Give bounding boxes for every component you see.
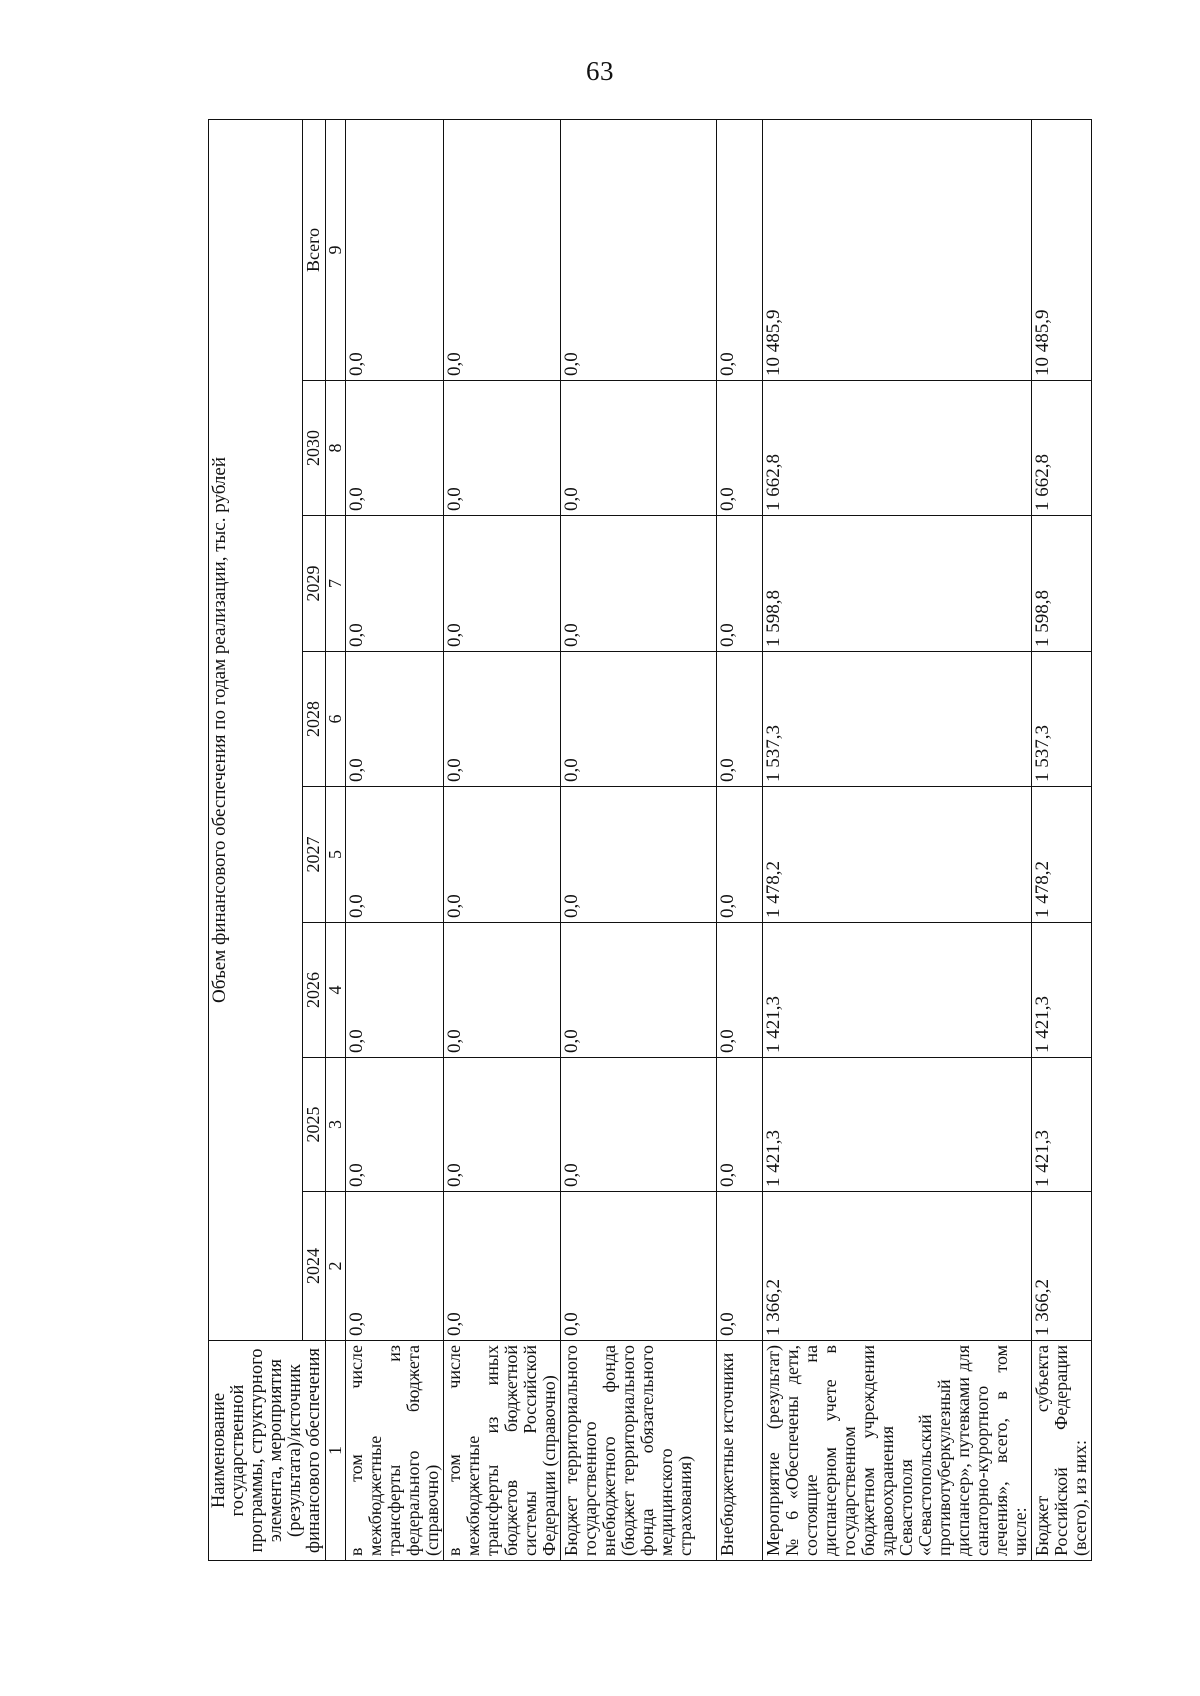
value-cell: 0,0 — [444, 381, 561, 516]
table-row — [444, 119, 561, 1560]
value-cell: 0,0 — [444, 923, 561, 1058]
table-row — [763, 119, 1032, 1560]
column-number: 5 — [326, 787, 346, 923]
value-cell: 0,0 — [346, 381, 444, 516]
column-number: 9 — [326, 119, 346, 380]
value-cell: 0,0 — [346, 119, 444, 380]
value-cell: 0,0 — [717, 652, 763, 787]
financing-table-rotated — [208, 120, 1090, 1561]
value-cell: 10 485,9 — [763, 119, 1032, 380]
value-cell: 0,0 — [444, 652, 561, 787]
column-number: 3 — [326, 1058, 346, 1192]
value-cell: 0,0 — [561, 652, 717, 787]
value-cell: 0,0 — [561, 1192, 717, 1341]
value-cell: 0,0 — [717, 923, 763, 1058]
header-year: 2026 — [302, 923, 325, 1058]
header-year: 2028 — [302, 652, 325, 787]
header-total: Всего — [302, 119, 325, 380]
value-cell: 0,0 — [717, 787, 763, 923]
value-cell: 1 662,8 — [1032, 381, 1092, 516]
table-row — [717, 119, 763, 1560]
value-cell: 0,0 — [444, 787, 561, 923]
value-cell: 0,0 — [346, 1192, 444, 1341]
row-name: Внебюджетные источники — [717, 1341, 763, 1561]
table-row — [1032, 119, 1092, 1560]
value-cell: 0,0 — [561, 119, 717, 380]
column-number: 8 — [326, 381, 346, 516]
value-cell: 1 537,3 — [1032, 652, 1092, 787]
header-year: 2030 — [302, 381, 325, 516]
value-cell: 0,0 — [444, 1192, 561, 1341]
value-cell: 1 421,3 — [763, 923, 1032, 1058]
column-number: 1 — [326, 1341, 346, 1561]
value-cell: 0,0 — [717, 119, 763, 380]
value-cell: 0,0 — [717, 1058, 763, 1192]
row-name: Бюджет территориального государственного внебюджетного фонда (бюджет территориального фонда обязательного медицинского страхования) — [561, 1341, 717, 1561]
value-cell: 1 421,3 — [1032, 1058, 1092, 1192]
value-cell: 0,0 — [346, 787, 444, 923]
value-cell: 1 366,2 — [763, 1192, 1032, 1341]
value-cell: 1 366,2 — [1032, 1192, 1092, 1341]
row-name: в том числе межбюджетные трансферты из федерального бюджета (справочно) — [346, 1341, 444, 1561]
header-year: 2027 — [302, 787, 325, 923]
value-cell: 0,0 — [561, 381, 717, 516]
value-cell: 10 485,9 — [1032, 119, 1092, 380]
value-cell: 0,0 — [444, 1058, 561, 1192]
row-name: Бюджет субъекта Российской Федерации (всего), из них: — [1032, 1341, 1092, 1561]
value-cell: 0,0 — [561, 923, 717, 1058]
financing-table — [208, 119, 1092, 1561]
value-cell: 0,0 — [561, 516, 717, 652]
column-number: 7 — [326, 516, 346, 652]
value-cell: 0,0 — [717, 1192, 763, 1341]
value-cell: 0,0 — [346, 652, 444, 787]
value-cell: 1 598,8 — [763, 516, 1032, 652]
column-number: 2 — [326, 1192, 346, 1341]
header-year: 2025 — [302, 1058, 325, 1192]
value-cell: 0,0 — [346, 923, 444, 1058]
value-cell: 1 537,3 — [763, 652, 1032, 787]
value-cell: 0,0 — [717, 516, 763, 652]
header-year: 2024 — [302, 1192, 325, 1341]
table-row — [346, 119, 444, 1560]
value-cell: 1 421,3 — [763, 1058, 1032, 1192]
header-year: 2029 — [302, 516, 325, 652]
value-cell: 0,0 — [346, 1058, 444, 1192]
column-number: 6 — [326, 652, 346, 787]
value-cell: 0,0 — [561, 787, 717, 923]
header-financing-volume: Объем финансового обеспечения по годам реализации, тыс. рублей — [209, 119, 303, 1340]
value-cell: 1 598,8 — [1032, 516, 1092, 652]
value-cell: 0,0 — [444, 516, 561, 652]
value-cell: 1 478,2 — [763, 787, 1032, 923]
page-number: 63 — [586, 56, 614, 86]
row-name: в том числе межбюджетные трансферты из иных бюджетов бюджетной системы Российской Федерации (справочно) — [444, 1341, 561, 1561]
value-cell: 1 421,3 — [1032, 923, 1092, 1058]
value-cell: 0,0 — [444, 119, 561, 380]
value-cell: 1 478,2 — [1032, 787, 1092, 923]
column-number: 4 — [326, 923, 346, 1058]
table-row — [561, 119, 717, 1560]
value-cell: 0,0 — [561, 1058, 717, 1192]
value-cell: 1 662,8 — [763, 381, 1032, 516]
header-name-column: Наименование государственной программы, структурного элемента, мероприятия (результата)/источник финансового обеспечения — [209, 1341, 326, 1561]
value-cell: 0,0 — [717, 381, 763, 516]
row-name: Мероприятие (результат) № 6 «Обеспечены дети, состоящие на диспансерном учете в государственном бюджетном учреждении здравоохранения Севастополя «Севастопольский противотуберкулезный диспансер», путевками для санаторно-курортного лечения», всего, в том числе: — [763, 1341, 1032, 1561]
value-cell: 0,0 — [346, 516, 444, 652]
